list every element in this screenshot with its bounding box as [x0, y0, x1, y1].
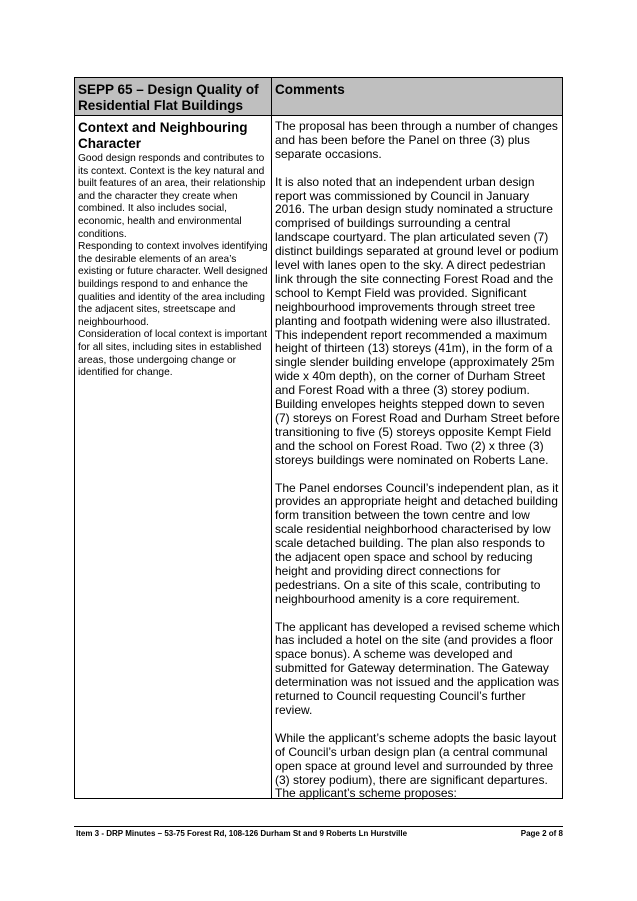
comment-paragraph: The proposal has been through a number of changes and has been before the Panel on three (3) plus separate occasions. — [275, 119, 558, 161]
header-sepp65: SEPP 65 – Design Quality of Residential Flat Buildings — [78, 82, 259, 113]
page-number: Page 2 of 8 — [520, 829, 563, 838]
criteria-cell — [78, 120, 269, 380]
comment-paragraph: The applicant has developed a revised scheme which has included a hotel on the site (and provides a floor space bonus). A scheme was developed and submitted for Gateway determination. The Gateway determination was not issued and the application was returned to Council requesting Council’s further review. — [275, 619, 560, 718]
comment-paragraph: The Panel endorses Council’s independent plan, as it provides an appropriate height and detached building form transition between the town centre and low scale residential neighborhood characterised by low scale detached building. The plan also responds to the adjacent open space and school by reducing height and providing direct connections for pedestrians. On a site of this scale, contributing to neighbourhood amenity is a core requirement. — [275, 480, 559, 606]
footer-rule — [74, 826, 563, 827]
comment-paragraph: It is also noted that an independent urban design report was commissioned by Council in January 2016. The urban design study nominated a structure comprised of buildings surrounding a central landscape courtyard. The plan articulated seven (7) distinct buildings separated at ground level or podium level with lanes open to the sky. A direct pedestrian link through the site connecting Forest Road and the school to Kempt Field was provided. Significant neighbourhood improvements through street tree planting and footpath widening were also illustrated. This independent report recommended a maximum height of thirteen (13) storeys (41m), in the form of a single slender building envelope (approximately 25m wide x 40m depth), on the corner of Durham Street and Forest Road with a three (3) storey podium. Building envelopes heights stepped down to seven (7) storeys on Forest Road and Durham Street before transitioning to five (5) storeys opposite Kempt Field and the school on Forest Road. Two (2) x three (3) storeys buildings were nominated on Roberts Lane. — [275, 174, 560, 467]
criteria-paragraph: Good design responds and contributes to its context. Context is the key natural and built features of an area, their relationship and the character they create when combined. It also includes social, economic, health and environmental conditions. — [78, 153, 266, 240]
comment-paragraph: While the applicant’s scheme adopts the basic layout of Council’s urban design plan (a central communal open space at ground level and surrounded by three (3) storey podium), there are significant departures. The applicant’s scheme proposes: — [275, 730, 557, 801]
section-title: Context and Neighbouring Character — [78, 120, 248, 151]
criteria-paragraph: Consideration of local context is important for all sites, including sites in established areas, those undergoing change or identified for change. — [78, 329, 268, 379]
sepp65-table — [74, 77, 563, 799]
comments-cell — [275, 120, 561, 815]
table-header-row — [75, 78, 562, 116]
header-comments: Comments — [275, 82, 345, 97]
criteria-paragraph: Responding to context involves identifying the desirable elements of an area’s existing or future character. Well designed buildings respond to and enhance the qualities and identity of the area including the adjacent sites, streetscape and neighbourhood. — [78, 241, 268, 328]
footer-document-title: Item 3 - DRP Minutes – 53-75 Forest Rd, 108-126 Durham St and 9 Roberts Ln Hurstville — [76, 829, 408, 838]
column-divider — [271, 78, 272, 798]
